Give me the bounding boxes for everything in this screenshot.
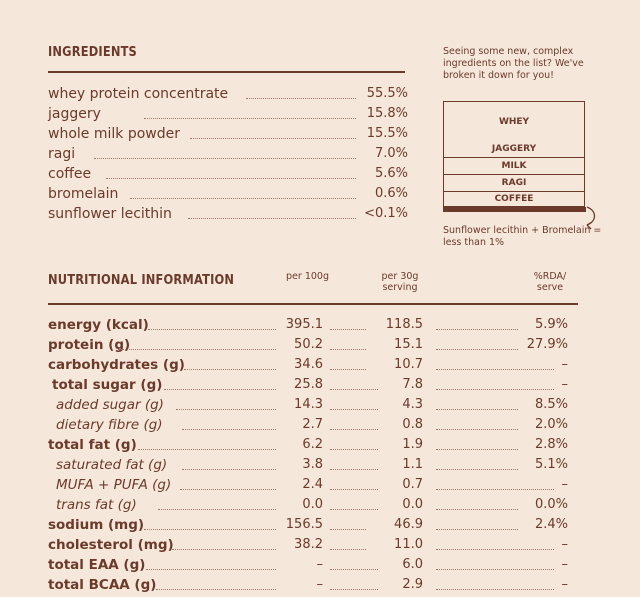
ingredient-percent: <0.1% — [364, 206, 408, 221]
leader-dots — [164, 387, 276, 390]
value-rda: 2.8% — [534, 437, 568, 452]
leader-dots — [330, 567, 378, 570]
leader-dots — [330, 587, 378, 590]
leader-dots — [330, 527, 366, 530]
ingredient-percent: 55.5% — [366, 86, 408, 101]
value-per-serving: 15.1 — [394, 337, 423, 352]
value-per-serving: 118.5 — [385, 317, 423, 332]
value-rda: 2.4% — [534, 517, 568, 532]
ingredient-row — [48, 146, 408, 166]
ingredient-name: ragi — [48, 146, 76, 162]
leader-dots — [436, 387, 554, 390]
leader-dots — [436, 467, 518, 470]
value-per-serving: 6.0 — [402, 557, 423, 572]
breakdown-note: Seeing some new, complex ingredients on the list? We've broken it down for you! — [443, 46, 584, 81]
nutrient-label: trans fat (g) — [56, 497, 137, 513]
value-per-serving: 0.0 — [402, 497, 423, 512]
ingredient-name: jaggery — [48, 106, 101, 122]
value-per-serving: 0.7 — [402, 477, 423, 492]
value-rda: – — [561, 577, 568, 592]
leader-dots — [436, 587, 554, 590]
leader-dots — [330, 467, 378, 470]
value-per-100g: 156.5 — [285, 517, 323, 532]
leader-dots — [182, 427, 276, 430]
leader-dots — [330, 547, 366, 550]
nutrient-label: total BCAA (g) — [48, 577, 157, 593]
ingredient-row — [48, 126, 408, 146]
col-head-per-serving: per 30g serving — [381, 271, 419, 293]
leader-dots — [188, 216, 356, 219]
value-per-serving: 11.0 — [394, 537, 423, 552]
nutrition-title: NUTRITIONAL INFORMATION — [48, 273, 235, 288]
ingredient-row — [48, 86, 408, 106]
stack-layer-whey: WHEY — [443, 101, 585, 142]
ingredient-percent: 15.8% — [366, 106, 408, 121]
nutrition-row — [48, 477, 568, 497]
leader-dots — [146, 567, 276, 570]
nutrient-label: MUFA + PUFA (g) — [56, 477, 172, 493]
value-per-serving: 2.9 — [402, 577, 423, 592]
leader-dots — [118, 347, 276, 350]
col-head-rda: %RDA/ serve — [533, 271, 567, 293]
ingredient-row — [48, 206, 408, 226]
ingredient-percent: 15.5% — [366, 126, 408, 141]
value-per-100g: 395.1 — [285, 317, 323, 332]
value-per-100g: 3.8 — [302, 457, 323, 472]
value-rda: 2.0% — [534, 417, 568, 432]
value-per-serving: 1.1 — [402, 457, 423, 472]
ingredient-row — [48, 186, 408, 206]
nutrient-label: total sugar (g) — [52, 377, 163, 393]
nutrition-row — [48, 497, 568, 517]
nutrition-row — [48, 377, 568, 397]
nutrition-row — [48, 577, 568, 597]
breakdown-footnote: Sunflower lecithin + Bromelain = less than 1% — [443, 225, 602, 248]
value-rda: 5.9% — [534, 317, 568, 332]
value-per-serving: 7.8 — [402, 377, 423, 392]
nutrient-label: energy (kcal) — [48, 317, 149, 333]
leader-dots — [130, 196, 356, 199]
nutrition-row — [48, 537, 568, 557]
nutrient-label: protein (g) — [48, 337, 131, 353]
leader-dots — [436, 507, 518, 510]
leader-dots — [436, 527, 518, 530]
ingredient-percent: 5.6% — [374, 166, 408, 181]
leader-dots — [144, 527, 276, 530]
value-per-serving: 0.8 — [402, 417, 423, 432]
value-rda: 27.9% — [526, 337, 568, 352]
nutrient-label: carbohydrates (g) — [48, 357, 185, 373]
value-per-serving: 10.7 — [394, 357, 423, 372]
leader-dots — [330, 327, 366, 330]
leader-dots — [138, 447, 276, 450]
value-rda: – — [561, 357, 568, 372]
leader-dots — [94, 156, 356, 159]
leader-dots — [436, 447, 518, 450]
ingredients-title: INGREDIENTS — [48, 45, 137, 60]
value-per-100g: 25.8 — [294, 377, 323, 392]
leader-dots — [330, 387, 378, 390]
leader-dots — [330, 427, 378, 430]
value-per-serving: 46.9 — [394, 517, 423, 532]
ingredient-name: bromelain — [48, 186, 119, 202]
ingredient-name: whey protein concentrate — [48, 86, 229, 102]
col-head-per-100g: per 100g — [286, 271, 329, 282]
value-per-100g: 0.0 — [302, 497, 323, 512]
leader-dots — [436, 427, 518, 430]
nutrition-row — [48, 437, 568, 457]
leader-dots — [156, 587, 276, 590]
value-rda: – — [561, 477, 568, 492]
stack-layer-trace — [443, 207, 586, 212]
nutrition-row — [48, 457, 568, 477]
value-rda: – — [561, 557, 568, 572]
leader-dots — [436, 567, 554, 570]
nutrition-row — [48, 317, 568, 337]
leader-dots — [330, 407, 378, 410]
value-per-100g: 50.2 — [294, 337, 323, 352]
value-per-100g: 2.4 — [302, 477, 323, 492]
ingredient-name: coffee — [48, 166, 92, 182]
leader-dots — [436, 347, 518, 350]
value-per-serving: 4.3 — [402, 397, 423, 412]
leader-dots — [144, 116, 356, 119]
ingredient-name: sunflower lecithin — [48, 206, 172, 222]
value-per-100g: 14.3 — [294, 397, 323, 412]
nutrient-label: added sugar (g) — [56, 397, 164, 413]
nutrition-rule — [48, 303, 578, 305]
leader-dots — [184, 367, 276, 370]
value-per-100g: 2.7 — [302, 417, 323, 432]
leader-dots — [436, 367, 554, 370]
ingredient-percent: 7.0% — [374, 146, 408, 161]
ingredient-row — [48, 166, 408, 186]
leader-dots — [180, 487, 276, 490]
leader-dots — [330, 447, 378, 450]
stack-layer-coffee: COFFEE — [443, 192, 585, 207]
value-per-100g: – — [316, 557, 323, 572]
value-rda: 5.1% — [534, 457, 568, 472]
stack-layer-milk: MILK — [443, 158, 585, 175]
value-rda: – — [561, 537, 568, 552]
value-per-serving: 1.9 — [402, 437, 423, 452]
ingredient-row — [48, 106, 408, 126]
leader-dots — [330, 487, 378, 490]
leader-dots — [106, 176, 356, 179]
ingredient-name: whole milk powder — [48, 126, 180, 142]
leader-dots — [330, 507, 378, 510]
value-per-100g: – — [316, 577, 323, 592]
ingredient-percent: 0.6% — [374, 186, 408, 201]
ingredients-rule — [48, 71, 405, 73]
nutrient-label: total fat (g) — [48, 437, 137, 453]
stack-layer-jaggery: JAGGERY — [443, 141, 585, 158]
nutrient-label: total EAA (g) — [48, 557, 146, 573]
value-per-100g: 6.2 — [302, 437, 323, 452]
value-rda: – — [561, 377, 568, 392]
nutrient-label: cholesterol (mg) — [48, 537, 174, 553]
stack-layer-ragi: RAGI — [443, 175, 585, 192]
nutrient-label: dietary fibre (g) — [56, 417, 163, 433]
nutrition-row — [48, 357, 568, 377]
nutrition-row — [48, 417, 568, 437]
leader-dots — [436, 327, 518, 330]
nutrition-row — [48, 397, 568, 417]
leader-dots — [158, 507, 276, 510]
leader-dots — [148, 327, 276, 330]
value-rda: 0.0% — [534, 497, 568, 512]
leader-dots — [436, 487, 554, 490]
leader-dots — [190, 136, 356, 139]
leader-dots — [246, 96, 356, 99]
value-rda: 8.5% — [534, 397, 568, 412]
leader-dots — [436, 407, 518, 410]
leader-dots — [176, 407, 276, 410]
value-per-100g: 38.2 — [294, 537, 323, 552]
nutrition-row — [48, 337, 568, 357]
value-per-100g: 34.6 — [294, 357, 323, 372]
leader-dots — [182, 467, 276, 470]
leader-dots — [330, 347, 366, 350]
nutrition-row — [48, 557, 568, 577]
nutrition-row — [48, 517, 568, 537]
nutrient-label: sodium (mg) — [48, 517, 145, 533]
leader-dots — [330, 367, 366, 370]
leader-dots — [172, 547, 276, 550]
nutrient-label: saturated fat (g) — [56, 457, 168, 473]
leader-dots — [436, 547, 554, 550]
